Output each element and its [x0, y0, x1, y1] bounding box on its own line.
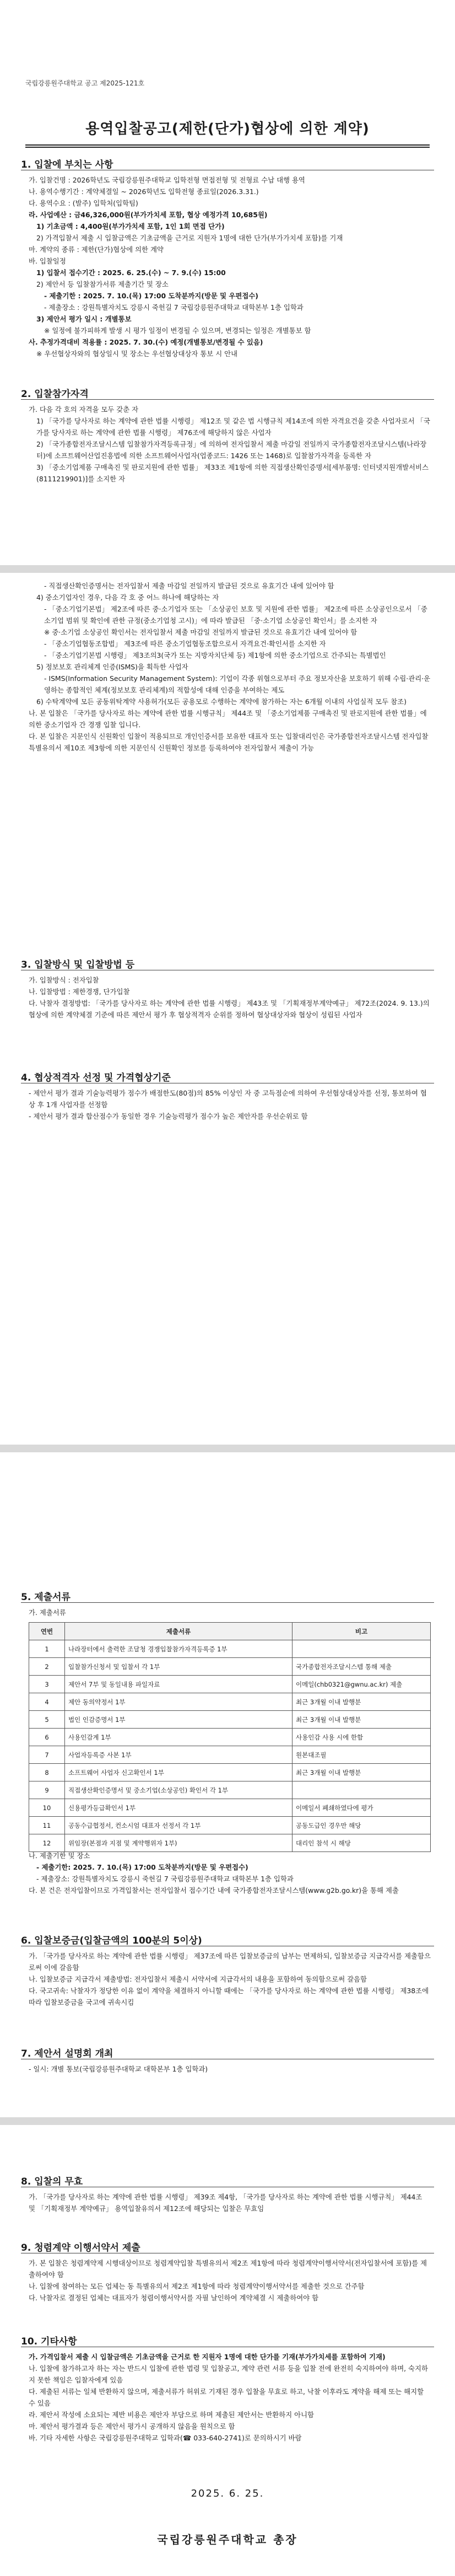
- table-row: [29, 1799, 431, 1817]
- section-2-heading: 2. 입찰참가자격: [21, 389, 89, 400]
- sec2-line: 6) 수탁계약에 모든 공동위탁계약 사용허가(모든 공용모로 수행하는 계약에 참가하는 자는 6개월 이내의 사업실적 모두 참조): [36, 697, 407, 706]
- sec6-line: 나. 입찰보증금 지급각서 제출방법: 전자입찰서 제출시 서약서에 지급각서의 내용을 포함하여 동의함으로써 갈음함: [29, 1975, 367, 1983]
- row-note: 국가종합전자조달시스템 통해 제출: [292, 1658, 431, 1676]
- sec2-line: 다. 본 입찰은 지문인식 신원확인 입찰이 적용되므로 개인인증서를 보유한 대표자 또는 입찰대리인은 국가종합전자조달시스템 전자입찰 특별유의서 제10조 제3항에 의한 지문인식 신원확인 정보를 등록하여야 전자입찰서 제출이 가능: [29, 732, 429, 752]
- table-header-row: [29, 1623, 431, 1640]
- section-10-heading: 10. 기타사항: [21, 2336, 77, 2347]
- row-no: 4: [29, 1693, 65, 1711]
- section-3-body: [29, 974, 431, 1021]
- notice-date: 2025. 6. 25.: [191, 2488, 264, 2499]
- page-separator: [0, 2117, 455, 2125]
- sec10-line: 다. 제출된 서류는 일체 반환하지 않으며, 제출서류가 허위로 기재된 경우 입찰을 무효로 하고, 낙찰 이후라도 계약을 해제 또는 해지할 수 있음: [29, 2387, 424, 2407]
- signer-name: 국립강릉원주대학교 총장: [157, 2533, 298, 2546]
- row-doc: 위임장(본점과 지점 및 계약행위자 1부): [65, 1834, 292, 1852]
- sec2-line: - 「중소기업기본법」 제2조에 따른 중·소기업자 또는 「소상공인 보호 및 지원에 관한 법률」 제2조에 따른 소상공인으로서 「중소기업 범위 및 확인에 관한 규정(중소기업청 고시)」에 따라 발급된 「중·소기업 소상공인 확인서」를 소지한 자: [44, 605, 427, 625]
- section-2-rule: [21, 399, 434, 400]
- sec5-line: 다. 본 건은 전자입찰이므로 가격입찰서는 전자입찰서 접수기간 내에 국가종합전자조달시스템(www.g2b.go.kr)을 통해 제출: [29, 1886, 399, 1895]
- row-doc: 제안 동의약정서 1부: [65, 1693, 292, 1711]
- sec5-line: - 제출기한: 2025. 7. 10.(목) 17:00 도착분까지(방문 및 우편접수): [36, 1863, 248, 1871]
- row-no: 11: [29, 1817, 65, 1834]
- sec8-line: 가. 「국가를 당사자로 하는 계약에 관한 법률 시행령」 제39조 제4항, 「국가를 당사자로 하는 계약에 관한 법률 시행규칙」 제44조 및 「기획재정부 계약예규」 용역입찰유의서 제12조에 해당되는 입찰은 무효임: [29, 2193, 422, 2213]
- table-row: [29, 1640, 431, 1658]
- sec1-line: 1) 입찰서 접수기간 : 2025. 6. 25.(수) ~ 7. 9.(수) 15:00: [36, 269, 226, 277]
- section-7-heading: 7. 제안서 설명회 개최: [21, 2048, 113, 2059]
- row-note: 원본대조필: [292, 1746, 431, 1764]
- section-5-body: [29, 1850, 431, 1896]
- row-doc: 법인 인감증명서 1부: [65, 1711, 292, 1729]
- sec1-line: 마. 계약의 종류 : 제한(단가)협상에 의한 계약: [29, 245, 164, 254]
- section-3-heading: 3. 입찰방식 및 입찰방법 등: [21, 959, 135, 970]
- row-note: 최근 3개월 이내 발행분: [292, 1711, 431, 1729]
- page-separator: [0, 565, 455, 573]
- sec1-line: 나. 용역수행기간 : 계약체결일 ~ 2026학년도 입학전형 종료일(2026.3.31.): [29, 187, 259, 196]
- sec1-line: 2) 가격입찰서 제출 시 입찰금액은 기초금액을 근거로 지원자 1명에 대한 단가(부가가치세 포함)를 기재: [36, 234, 343, 242]
- row-doc: 공동수급협정서, 컨소시엄 대표자 선정서 각 1부: [65, 1817, 292, 1834]
- row-note: 이메일(chb0321@gwnu.ac.kr) 제출: [292, 1676, 431, 1693]
- section-5-heading: 5. 제출서류: [21, 1592, 71, 1603]
- sec1-line: 라. 사업예산 : 금46,326,000원(부가가치세 포함, 협상 예정가격 10,685원): [29, 211, 268, 219]
- sec1-line: 다. 용역수요 : (발주) 입학처(입학팀): [29, 199, 138, 207]
- sec1-line: - 제출기한 : 2025. 7. 10.(목) 17:00 도착분까지(방문 및 우편접수): [44, 292, 258, 300]
- sec1-line: - 제출장소 : 강원특별자치도 강릉시 죽헌길 7 국립강릉원주대학교 대학본부 1층 입학과: [44, 303, 304, 312]
- table-row: [29, 1764, 431, 1781]
- table-row: [29, 1817, 431, 1834]
- sec7-line: - 일시: 개별 통보(국립강릉원주대학교 대학본부 1층 입학과): [29, 2065, 208, 2073]
- row-note: 사용인감 사용 시에 한함: [292, 1729, 431, 1746]
- table-row: [29, 1746, 431, 1764]
- row-note: 이메일서 폐쇄하였다에 평가: [292, 1799, 431, 1817]
- sec1-line: ※ 우선협상자와의 협상일시 및 장소는 우선협상대상자 통보 시 안내: [36, 350, 238, 358]
- sec2-line: 3) 「중소기업제품 구매촉진 및 판로지원에 관한 법률」 제33조 제1항에 의한 직접생산확인증명서[세부품명: 인터넷지원개발서비스(8111219901)]를 소지한 자: [36, 463, 429, 483]
- section-8-body: [29, 2191, 431, 2214]
- sec2-line: - 직접생산확인증명서는 전자입찰서 제출 마감일 전일까지 발급된 것으로 유효기간 내에 있어야 함: [44, 582, 334, 590]
- sec2-line: - 「중소기업기본법 시행령」 제3조의3(국가 또는 지방자치단체 등) 제1항에 의한 중소기업으로 간주되는 특별법인: [44, 651, 386, 659]
- row-doc: 소프트웨어 사업자 신고확인서 1부: [65, 1764, 292, 1781]
- col-header-no: 연번: [29, 1623, 65, 1640]
- row-no: 6: [29, 1729, 65, 1746]
- section-2-body-bottom: [29, 580, 431, 754]
- sec1-line: ※ 일정에 불가피하게 발생 시 평가 일정이 변경될 수 있으며, 변경되는 일정은 개별통보 함: [44, 326, 311, 335]
- row-doc: 제안서 7부 및 동일내용 파일자료: [65, 1676, 292, 1693]
- row-no: 10: [29, 1799, 65, 1817]
- table-row: [29, 1693, 431, 1711]
- sec4-line: - 제안서 평가 결과 합산점수가 동일한 경우 기술능력평가 점수가 높은 제안자를 우선순위로 함: [29, 1112, 308, 1120]
- table-row: [29, 1676, 431, 1693]
- title-rule-bottom: [25, 147, 430, 148]
- sec2-line: 가. 다음 각 호의 자격을 모두 갖춘 자: [29, 405, 139, 414]
- documents-table: [29, 1622, 431, 1852]
- section-5-subheading: [29, 1607, 431, 1618]
- section-6-heading: 6. 입찰보증금(입찰금액의 100분의 5이상): [21, 1935, 202, 1946]
- section-6-body: [29, 1950, 431, 2008]
- section-2-body-top: [29, 404, 431, 485]
- sec10-line: 바. 기타 자세한 사항은 국립강릉원주대학교 입학과(☎ 033-640-2741)로 문의하시기 바람: [29, 2434, 302, 2442]
- sec3-line: 가. 입찰방식 : 전자입찰: [29, 976, 99, 984]
- row-no: 3: [29, 1676, 65, 1693]
- sec10-line: 라. 제안서 작성에 소요되는 제반 비용은 제안자 부담으로 하며 제출된 제안서는 반환하지 아니함: [29, 2411, 315, 2419]
- sec1-line: 1) 기초금액 : 4,400원(부가가치세 포함, 1인 1회 면접 단가): [36, 222, 225, 230]
- sec1-line: 바. 입찰일정: [29, 257, 66, 265]
- sec6-line: 가. 「국가를 당사자로 하는 계약에 관한 법률 시행령」 제37조에 따른 입찰보증금의 납부는 면제하되, 입찰보증금 지급각서를 제출함으로써 이에 갈음함: [29, 1952, 431, 1972]
- sec2-line: - ISMS(Information Security Management System): 기업이 각종 위협으로부터 주요 정보자산을 보호하기 위해 수립·관리·운영하는 종합적인 체계(정보보호 관리체계)의 적합성에 대해 인증을 부여하는 제도: [44, 674, 431, 694]
- sec1-line: 사. 추정가격대비 적용률 : 2025. 7. 30.(수) 예정(개별통보/변경될 수 있음): [29, 338, 263, 346]
- page-separator: [0, 1445, 455, 1452]
- sec2-line: 나. 본 입찰은 「국가를 당사자로 하는 계약에 관한 법률 시행규칙」 제44조 및 「중소기업제품 구매촉진 및 판로지원에 관한 법률」에 의한 중소기업자 간 경쟁 입찰 입니다.: [29, 709, 427, 729]
- sec5-sub: 가. 제출서류: [29, 1608, 66, 1617]
- row-note: [292, 1640, 431, 1658]
- sec1-line: 가. 입찰건명 : 2026학년도 국립강릉원주대학교 입학전형 면접전형 및 전형료 수납 대행 용역: [29, 176, 305, 184]
- sec10-line: 마. 제안서 평가결과 등은 제안서 평가시 공개하지 않음을 원칙으로 함: [29, 2422, 235, 2430]
- sec1-line: 3) 제안서 평가 일시 : 개별통보: [36, 315, 132, 323]
- sec2-line: 5) 정보보호 관리체계 인증(ISMS)을 획득한 사업자: [36, 663, 188, 671]
- section-10-body: [29, 2351, 431, 2444]
- row-no: 12: [29, 1834, 65, 1852]
- section-8-heading: 8. 입찰의 무효: [21, 2176, 83, 2187]
- sec5-line: - 제출장소: 강원특별자치도 강릉시 죽헌길 7 국립강릉원주대학교 대학본부 1층 입학과: [36, 1875, 294, 1883]
- row-note: 최근 3개월 이내 발행분: [292, 1693, 431, 1711]
- row-doc: 사용인감계 1부: [65, 1729, 292, 1746]
- row-no: 8: [29, 1764, 65, 1781]
- table-row: [29, 1729, 431, 1746]
- section-4-body: [29, 1087, 431, 1122]
- section-9-heading: 9. 청렴계약 이행서약서 제출: [21, 2242, 140, 2253]
- row-no: 9: [29, 1781, 65, 1799]
- row-doc: 나라장터에서 출력한 조달청 경쟁입찰참가자격등록증 1부: [65, 1640, 292, 1658]
- col-header-note: 비고: [292, 1623, 431, 1640]
- sec2-line: 1) 「국가를 당사자로 하는 계약에 관한 법률 시행령」 제12조 및 같은 법 시행규칙 제14조에 의한 자격요건을 갖춘 사업자로서 「국가를 당사자로 하는 계약에 관한 법률 시행령」 제76조에 해당하지 않은 사업자: [36, 417, 430, 437]
- sec3-line: 나. 입찰방법 : 제한경쟁, 단가입찰: [29, 988, 130, 996]
- row-no: 5: [29, 1711, 65, 1729]
- row-no: 1: [29, 1640, 65, 1658]
- sec6-line: 다. 국고귀속: 낙찰자가 정당한 이유 없이 계약을 체결하지 아니할 때에는 「국가를 당사자로 하는 계약에 관한 법률 시행령」 제38조에 따라 입찰보증금을 국고에 귀속시킴: [29, 1987, 429, 2006]
- row-note: 공동도급인 경우만 해당: [292, 1817, 431, 1834]
- row-note: [292, 1781, 431, 1799]
- section-5-rule: [21, 1602, 434, 1603]
- row-doc: 사업자등록증 사본 1부: [65, 1746, 292, 1764]
- sec9-line: 나. 입찰에 참여하는 모든 업체는 동 특별유의서 제2조 제1항에 따라 청렴계약이행서약서를 제출한 것으로 간주함: [29, 2282, 365, 2290]
- sec2-line: 4) 중소기업자인 경우, 다음 각 호 중 어느 하나에 해당하는 자: [36, 593, 219, 602]
- section-9-body: [29, 2257, 431, 2304]
- table-row: [29, 1781, 431, 1799]
- row-doc: 신용평가등급확인서 1부: [65, 1799, 292, 1817]
- col-header-doc: 제출서류: [65, 1623, 292, 1640]
- sec4-line: - 제안서 평가 결과 기술능력평가 점수가 배점한도(80점)의 85% 이상인 자 중 고득점순에 의하여 우선협상대상자를 선정, 통보하여 협상 후 1개 사업자를 선정함: [29, 1089, 427, 1109]
- sec9-line: 다. 낙찰자로 결정된 업체는 대표자가 청렴이행서약서를 자필 날인하여 계약체결 시 제출하여야 함: [29, 2294, 319, 2302]
- row-no: 7: [29, 1746, 65, 1764]
- row-no: 2: [29, 1658, 65, 1676]
- row-doc: 직접생산확인증명서 및 중소기업(소상공인) 확인서 각 1부: [65, 1781, 292, 1799]
- section-4-heading: 4. 협상적격자 선정 및 가격협상기준: [21, 1072, 171, 1083]
- section-1-heading: 1. 입찰에 부치는 사항: [21, 159, 113, 170]
- sec2-line: ※ 중·소기업 소상공인 확인서는 전자입찰서 제출 마감일 전일까지 발급된 것으로 유효기간 내에 있어야 함: [44, 628, 358, 636]
- title-rule-top: [25, 144, 430, 146]
- row-doc: 입찰참가신청서 및 입찰서 각 1부: [65, 1658, 292, 1676]
- section-7-body: [29, 2063, 431, 2075]
- row-note: 최근 3개월 이내 발행분: [292, 1764, 431, 1781]
- sec9-line: 가. 본 입찰은 청렴계약제 시행대상이므로 청렴계약입찰 특별유의서 제2조 제1항에 따라 청렴계약이행서약서(전자입찰서에 포함)를 제출하여야 함: [29, 2259, 427, 2279]
- notice-number: 국립강릉원주대학교 공고 제2025-121호: [25, 79, 145, 87]
- table-row: [29, 1834, 431, 1852]
- sec10-line: 가. 가격입찰서 제출 시 입찰금액은 기초금액을 근거로 한 지원자 1명에 대한 단가를 기재(부가가치세를 포함하여 기재): [29, 2353, 386, 2361]
- table-row: [29, 1711, 431, 1729]
- sec1-line: 2) 제안서 등 입찰참가서류 제출기간 및 장소: [36, 280, 169, 288]
- page-title: 용역입찰공고(제한(단가)협상에 의한 계약): [85, 121, 370, 137]
- row-note: 대리인 참석 시 해당: [292, 1834, 431, 1852]
- sec5-line: 나. 제출기한 및 장소: [29, 1852, 90, 1860]
- sec2-line: - 「중소기업협동조합법」 제3조에 따른 중소기업협동조합으로서 자격요건·확인서를 소지한 자: [44, 640, 326, 648]
- sec3-line: 다. 낙찰자 결정방법: 「국가를 당사자로 하는 계약에 관한 법률 시행령」 제43조 및 「기획재정부계약예규」 제72조(2024. 9. 13.)의 협상에 의한 계약체결 기준에 따른 제안서 평가 후 협상적격자 순위를 정하여 협상대상자와 협상이 성립된 사업자: [29, 999, 430, 1019]
- sec10-line: 나. 입찰에 참가하고자 하는 자는 반드시 입찰에 관한 법령 및 입찰공고, 계약 관련 서류 등을 입찰 전에 완전히 숙지하여야 하며, 숙지하지 못한 책임은 입찰자에게 있음: [29, 2364, 428, 2384]
- table-row: [29, 1658, 431, 1676]
- section-1-body: [29, 174, 431, 359]
- sec2-line: 2) 「국가종합전자조달시스템 입찰참가자격등록규정」에 의하여 전자입찰서 제출 마감일 전일까지 국가종합전자조달시스템(나라장터)에 소프트웨어산업진흥법에 의한 소프트웨어사업자(업종코드: 1426 또는 1468)로 입찰참가자격을 등록한 자: [36, 440, 427, 460]
